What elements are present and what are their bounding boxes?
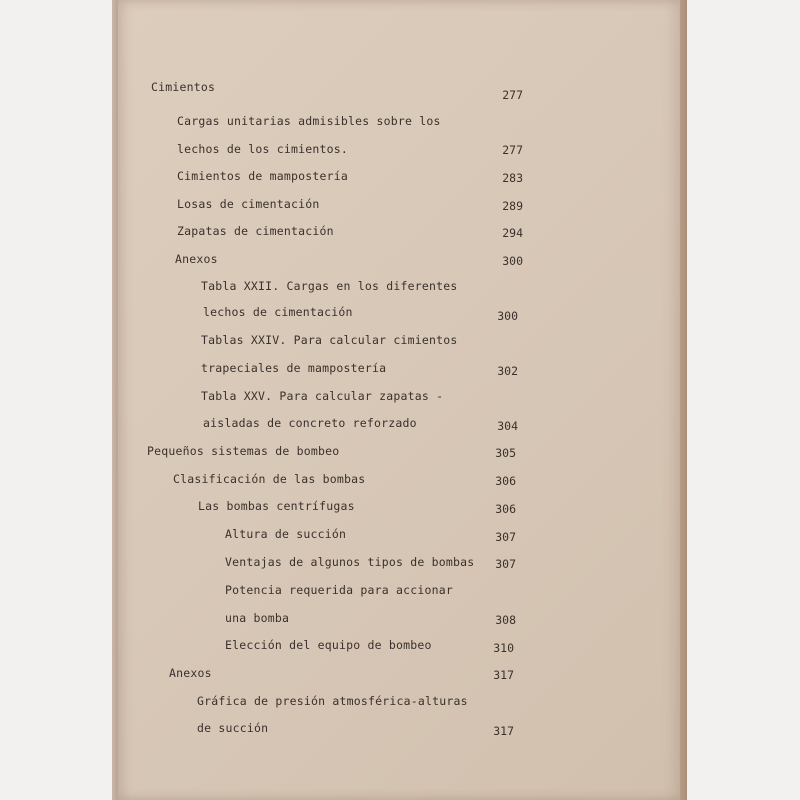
- toc-page-number: 300: [502, 254, 523, 268]
- toc-page-number: 300: [497, 309, 518, 323]
- toc-entry-zapatas-cimentacion: Zapatas de cimentación: [177, 224, 334, 238]
- toc-entry-tablas-xxiv-line2: trapeciales de mampostería: [201, 361, 387, 375]
- toc-page-number: 308: [495, 613, 516, 627]
- toc-entry-clasificacion-bombas: Clasificación de las bombas: [173, 472, 366, 486]
- toc-entry-altura-succion: Altura de succión: [225, 527, 347, 541]
- toc-entry-grafica-presion-line2: de succión: [197, 721, 269, 735]
- toc-entry-ventajas-tipos-bombas: Ventajas de algunos tipos de bombas: [225, 555, 475, 569]
- toc-page-number: 305: [495, 446, 516, 460]
- toc-page-number: 304: [497, 419, 518, 433]
- toc-entry-tablas-xxiv-line1: Tablas XXIV. Para calcular cimientos: [201, 333, 458, 347]
- toc-entry-bombas-centrifugas: Las bombas centrífugas: [198, 499, 355, 513]
- toc-entry-eleccion-equipo-bombeo: Elección del equipo de bombeo: [225, 638, 432, 652]
- toc-page-number: 317: [493, 724, 514, 738]
- toc-page-number: 283: [502, 171, 523, 185]
- toc-page-number: 317: [493, 668, 514, 682]
- toc-entry-losas-cimentacion: Losas de cimentación: [177, 197, 320, 211]
- toc-entry-anexos-bombeo: Anexos: [169, 666, 212, 680]
- toc-page-number: 277: [502, 143, 523, 157]
- toc-page-number: 277: [502, 88, 523, 102]
- toc-entry-cargas-unitarias-line1: Cargas unitarias admisibles sobre los: [177, 114, 441, 128]
- book-page: [118, 0, 682, 800]
- toc-entry-tabla-xxii-line1: Tabla XXII. Cargas en los diferentes: [201, 279, 458, 293]
- toc-entry-tabla-xxv-line1: Tabla XXV. Para calcular zapatas -: [201, 389, 444, 403]
- toc-page-number: 310: [493, 641, 514, 655]
- toc-page-number: 307: [495, 530, 516, 544]
- toc-entry-anexos: Anexos: [175, 252, 218, 266]
- toc-page-number: 306: [495, 474, 516, 488]
- toc-entry-potencia-requerida-line2: una bomba: [225, 611, 290, 625]
- toc-entry-cargas-unitarias-line2: lechos de los cimientos.: [177, 142, 348, 156]
- toc-page-number: 302: [497, 364, 518, 378]
- toc-entry-cimientos-mamposteria: Cimientos de mampostería: [177, 169, 348, 183]
- toc-page-number: 294: [502, 226, 523, 240]
- toc-page-number: 289: [502, 199, 523, 213]
- toc-page-number: 307: [495, 557, 516, 571]
- toc-entry-grafica-presion-line1: Gráfica de presión atmosférica-alturas: [197, 694, 468, 708]
- toc-entry-tabla-xxv-line2: aisladas de concreto reforzado: [203, 416, 417, 430]
- toc-page-number: 306: [495, 502, 516, 516]
- toc-entry-pequenos-sistemas-bombeo: Pequeños sistemas de bombeo: [147, 444, 340, 458]
- toc-entry-cimientos: Cimientos: [151, 80, 216, 94]
- book-right-edge: [680, 0, 687, 800]
- toc-entry-potencia-requerida-line1: Potencia requerida para accionar: [225, 583, 453, 597]
- toc-entry-tabla-xxii-line2: lechos de cimentación: [203, 305, 353, 319]
